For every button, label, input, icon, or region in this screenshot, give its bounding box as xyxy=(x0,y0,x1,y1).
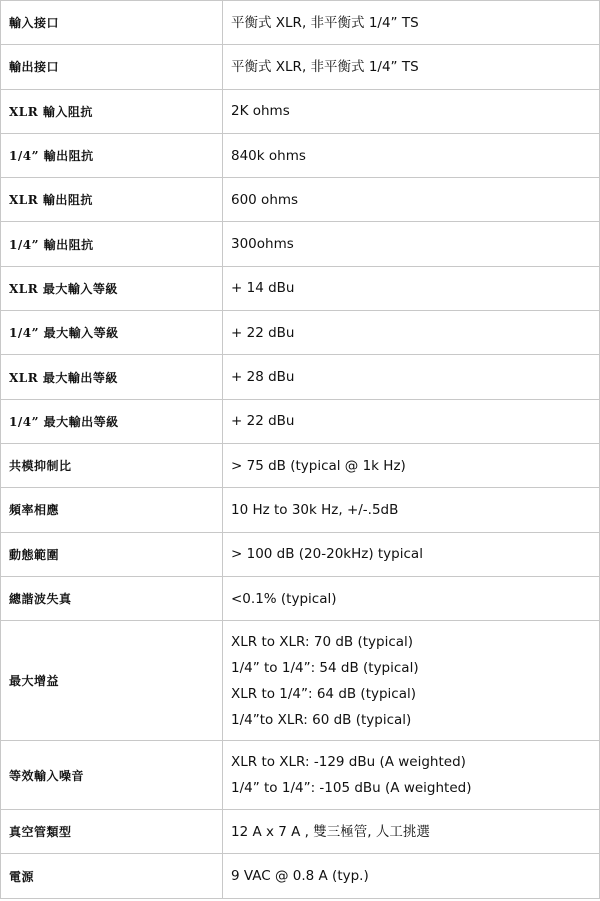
spec-value xyxy=(223,45,600,89)
spec-value xyxy=(223,621,600,741)
spec-row xyxy=(1,810,600,854)
spec-label: 動態範圍 xyxy=(1,532,223,576)
spec-value xyxy=(223,443,600,487)
spec-value xyxy=(223,854,600,898)
spec-value-line: XLR to XLR: 70 dB (typical) xyxy=(231,633,414,650)
spec-value xyxy=(223,222,600,266)
spec-label: XLR 輸入阻抗 xyxy=(1,89,223,133)
spec-row xyxy=(1,488,600,532)
spec-label: XLR 最大輸入等級 xyxy=(1,266,223,310)
spec-value-line: XLR to XLR: -129 dBu (A weighted) xyxy=(231,754,466,771)
spec-value-line: + 22 dBu xyxy=(231,324,295,341)
spec-label: XLR 輸出阻抗 xyxy=(1,178,223,222)
spec-value-line: + 14 dBu xyxy=(231,280,295,297)
spec-label: 共模抑制比 xyxy=(1,443,223,487)
spec-value xyxy=(223,266,600,310)
spec-row xyxy=(1,532,600,576)
spec-value xyxy=(223,311,600,355)
spec-value-line: + 22 dBu xyxy=(231,413,295,430)
spec-row xyxy=(1,45,600,89)
spec-label: 輸出接口 xyxy=(1,45,223,89)
spec-label: 總諧波失真 xyxy=(1,576,223,620)
spec-row xyxy=(1,399,600,443)
spec-value-line: XLR to 1/4”: 64 dB (typical) xyxy=(231,685,417,702)
spec-value xyxy=(223,355,600,399)
spec-label: 1/4” 最大輸入等級 xyxy=(1,311,223,355)
spec-value-line: 1/4”to XLR: 60 dB (typical) xyxy=(231,711,412,728)
spec-value-line: 平衡式 XLR, 非平衡式 1/4” TS xyxy=(231,58,419,75)
spec-label: 頻率相應 xyxy=(1,488,223,532)
spec-value-line: 平衡式 XLR, 非平衡式 1/4” TS xyxy=(231,14,419,31)
spec-value-line: 600 ohms xyxy=(231,191,299,208)
spec-label: 最大增益 xyxy=(1,621,223,741)
spec-label: 電源 xyxy=(1,854,223,898)
spec-row xyxy=(1,621,600,741)
spec-row xyxy=(1,576,600,620)
spec-row xyxy=(1,222,600,266)
spec-value-line: 840k ohms xyxy=(231,147,306,164)
spec-row xyxy=(1,1,600,45)
spec-row xyxy=(1,854,600,898)
spec-row xyxy=(1,178,600,222)
spec-value xyxy=(223,576,600,620)
spec-value-line: > 100 dB (20-20kHz) typical xyxy=(231,546,423,563)
spec-value xyxy=(223,810,600,854)
spec-label: 等效輸入噪音 xyxy=(1,741,223,810)
spec-value-line: 10 Hz to 30k Hz, +/-.5dB xyxy=(231,501,399,518)
spec-row xyxy=(1,266,600,310)
spec-row xyxy=(1,741,600,810)
spec-value-line: 12 A x 7 A , 雙三極管, 人工挑選 xyxy=(231,823,430,840)
spec-value xyxy=(223,89,600,133)
spec-value-line: + 28 dBu xyxy=(231,369,295,386)
spec-value xyxy=(223,178,600,222)
spec-value xyxy=(223,488,600,532)
spec-value-line: 1/4” to 1/4”: 54 dB (typical) xyxy=(231,659,419,676)
spec-row xyxy=(1,133,600,177)
spec-value xyxy=(223,1,600,45)
spec-label: 1/4” 輸出阻抗 xyxy=(1,222,223,266)
spec-label: XLR 最大輸出等級 xyxy=(1,355,223,399)
spec-label: 真空管類型 xyxy=(1,810,223,854)
spec-label: 1/4” 最大輸出等級 xyxy=(1,399,223,443)
spec-value xyxy=(223,741,600,810)
spec-value xyxy=(223,133,600,177)
spec-row xyxy=(1,311,600,355)
spec-value-line: 9 VAC @ 0.8 A (typ.) xyxy=(231,868,369,885)
spec-row xyxy=(1,89,600,133)
spec-label: 1/4” 輸出阻抗 xyxy=(1,133,223,177)
spec-value-line: 2K ohms xyxy=(231,103,290,120)
spec-value-line: > 75 dB (typical @ 1k Hz) xyxy=(231,457,406,474)
spec-label: 輸入接口 xyxy=(1,1,223,45)
spec-value-line: 300ohms xyxy=(231,236,294,253)
spec-value-line: <0.1% (typical) xyxy=(231,590,337,607)
spec-value-line: 1/4” to 1/4”: -105 dBu (A weighted) xyxy=(231,780,472,797)
spec-value xyxy=(223,532,600,576)
spec-row xyxy=(1,355,600,399)
spec-value xyxy=(223,399,600,443)
spec-row xyxy=(1,443,600,487)
